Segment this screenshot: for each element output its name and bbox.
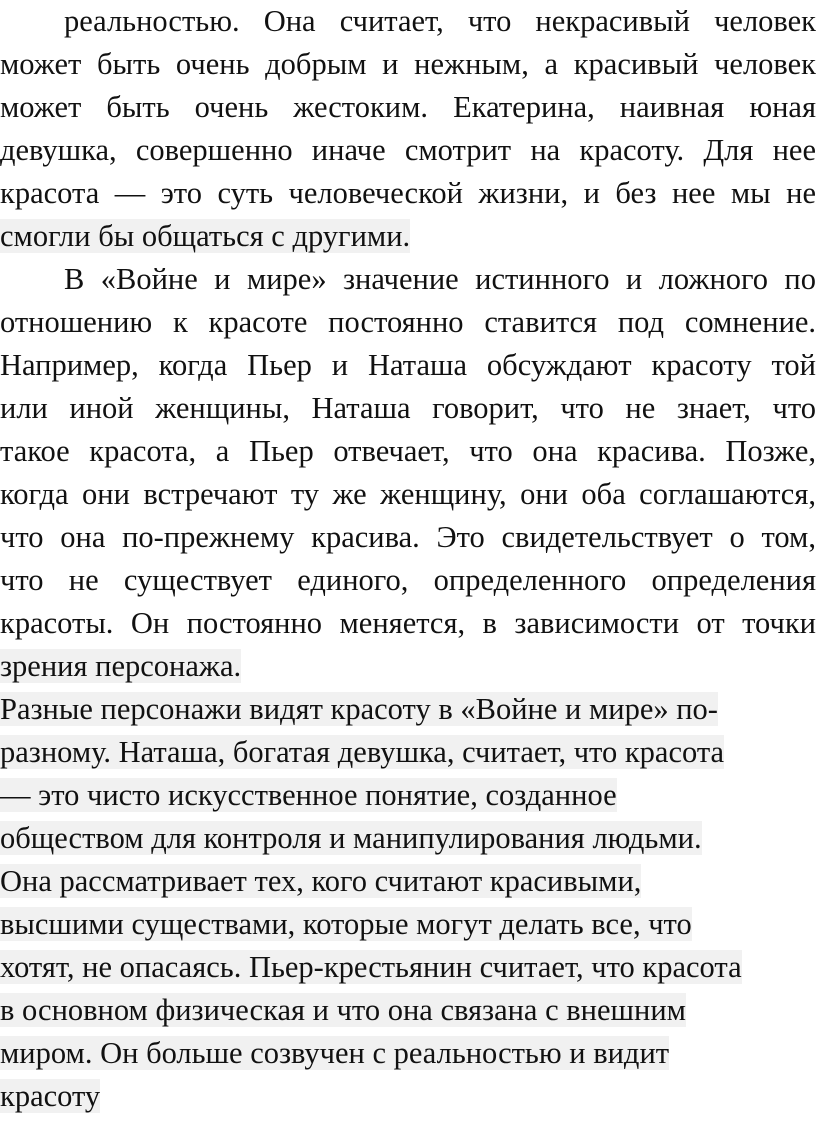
text-line: красота — это суть человеческой жизни, и без нее мы не (0, 176, 816, 210)
text-line: что не существует единого, определенного определения (0, 563, 816, 597)
text-line: может быть очень жестоким. Екатерина, наивная юная (0, 90, 816, 124)
text-line: В «Войне и мире» значение истинного и ложного по (64, 262, 816, 296)
text-line (0, 946, 742, 989)
text-line-content: в основном физическая и что она связана с внешним (0, 993, 686, 1027)
text-line: может быть очень добрым и нежным, а красивый человек (0, 47, 816, 81)
text-line (0, 817, 702, 860)
text-line (0, 688, 718, 731)
text-line (0, 860, 641, 903)
text-line-content: высшими существами, которые могут делать все, что (0, 907, 692, 941)
text-line-content: хотят, не опасаясь. Пьер-крестьянин считает, что красота (0, 950, 742, 984)
text-line: Например, когда Пьер и Наташа обсуждают красоту той (0, 348, 816, 382)
text-line-content: миром. Он больше созвучен с реальностью и видит (0, 1036, 670, 1070)
text-line (0, 903, 692, 946)
text-line (0, 774, 617, 817)
text-line-content: красоту (0, 1079, 101, 1113)
text-line (0, 731, 724, 774)
text-line-content: разному. Наташа, богатая девушка, считает, что красота (0, 735, 725, 769)
text-line: такое красота, а Пьер отвечает, что она красива. Позже, (0, 434, 816, 468)
text-line: девушка, совершенно иначе смотрит на красоту. Для нее (0, 133, 816, 167)
text-line-content: обществом для контроля и манипулирования людьми. (0, 821, 702, 855)
text-line: реальностью. Она считает, что некрасивый человек (64, 4, 816, 38)
text-line (0, 215, 410, 258)
text-line-content: Разные персонажи видят красоту в «Войне и мире» по- (0, 692, 718, 726)
text-line-content: — это чисто искусственное понятие, созданное (0, 778, 617, 812)
text-line-content: Она рассматривает тех, кого считают красивыми, (0, 864, 642, 898)
text-line: отношению к красоте постоянно ставится под сомнение. (0, 305, 816, 339)
text-line-content: зрения персонажа. (0, 649, 242, 683)
text-line: или иной женщины, Наташа говорит, что не знает, что (0, 391, 816, 425)
text-line (0, 1032, 669, 1075)
text-line (0, 645, 241, 688)
text-line (0, 1075, 100, 1118)
text-line: когда они встречают ту же женщину, они оба соглашаются, (0, 477, 816, 511)
text-line (0, 989, 686, 1032)
text-line: красоты. Он постоянно меняется, в зависимости от точки (0, 606, 816, 640)
text-line: что она по-прежнему красива. Это свидетельствует о том, (0, 520, 816, 554)
text-line-content: смогли бы общаться с другими. (0, 219, 411, 253)
